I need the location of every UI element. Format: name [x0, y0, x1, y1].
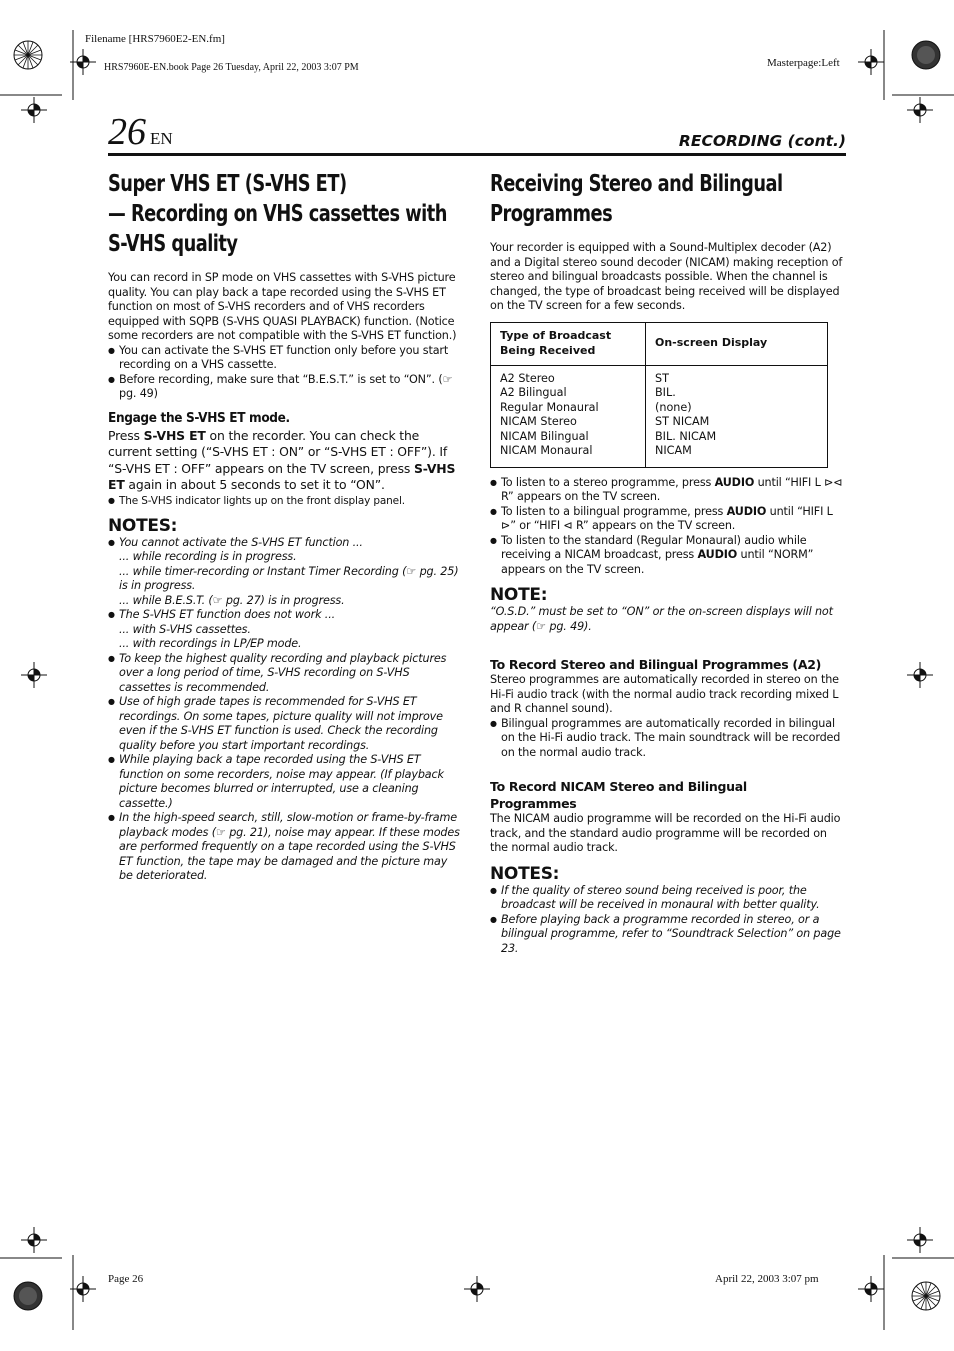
table-cell: (none)	[655, 400, 692, 414]
footer-page-label: Page 26	[108, 1273, 144, 1285]
table-cell: BIL.	[655, 386, 676, 399]
svhs-notes	[108, 536, 462, 884]
sub-item: ... while B.E.S.T. (☞ pg. 27) is in progress.	[119, 593, 345, 607]
right-column	[490, 165, 844, 956]
engage-instructions: Press S-VHS ET on the recorder. You can check the current setting (“S-VHS ET : ON” or “S-VHS ET : OFF”). If “S-VHS ET : OFF” appears on the TV screen, press S-VHS ET again in about 5 seconds to set it to “ON”.	[108, 427, 456, 492]
a2-heading: To Record Stereo and Bilingual Programmes (A2)	[490, 657, 822, 672]
audio-bullets	[490, 476, 844, 578]
svhs-intro: You can record in SP mode on VHS cassettes with S-VHS picture quality. You can play back a tape recorded using the S-VHS ET function on most of S-VHS recorders and of VHS recorders equipped with SQPB (S-VHS QUASI PLAYBACK) function. (Notice some recorders are not compatible with the S-VHS ET function.)	[108, 271, 457, 342]
list-item: ● If the quality of stereo sound being received is poor, the broadcast will be received in monaural with better quality.	[490, 884, 844, 913]
list-item: ● The S-VHS ET function does not work ... ... with S-VHS cassettes. ... with recordings in LP/EP mode.	[108, 608, 462, 652]
table-cell: NICAM Bilingual	[500, 429, 589, 443]
list-item: ● While playing back a tape recorded using the S-VHS ET function on some recorders, noise may appear. (If playback picture becomes blurred or interrupted, use a cleaning cassette.)	[108, 753, 462, 811]
table-header-type: Type of Broadcast Being Received	[491, 322, 646, 365]
broadcast-type-table	[490, 322, 828, 468]
stereo-intro: Your recorder is equipped with a Sound-Multiplex decoder (A2) and a Digital stereo sound decoder (NICAM) making reception of stereo and bilingual broadcasts possible. When the channel is changed, the type of broadcast being received will be displayed on the TV screen for a few seconds.	[490, 241, 843, 312]
table-cell: Regular Monaural	[500, 400, 599, 414]
nicam-heading: To Record NICAM Stereo and Bilingual Programmes	[490, 779, 747, 811]
a2-text: Stereo programmes are automatically recorded in stereo on the Hi-Fi audio track (with the normal audio track recording mixed L and R channel sound).	[490, 673, 839, 715]
footer-date-label: April 22, 2003 3:07 pm	[715, 1273, 819, 1285]
list-item: ● In the high-speed search, still, slow-motion or frame-by-frame playback modes (☞ pg. 21), noise may appear. If these modes are performed frequently on a tape recorded using the S-VHS ET function, the tape may be damaged and the picture may be deteriorated.	[108, 811, 462, 884]
list-item: ● The S-VHS indicator lights up on the front display panel.	[108, 494, 462, 508]
table-cell: A2 Bilingual	[500, 386, 567, 399]
list-item: ● Before recording, make sure that “B.E.S.T.” is set to “ON”. (☞ pg. 49)	[108, 373, 462, 402]
svhs-et-title: Super VHS ET (S-VHS ET) — Recording on VHS cassettes with S-VHS quality	[108, 171, 447, 257]
table-header-display: On-screen Display	[646, 322, 828, 365]
list-item: ● Bilingual programmes are automatically recorded in bilingual on the Hi-Fi audio track. The main soundtrack will be recorded on the normal audio track.	[490, 717, 844, 761]
stereo-bilingual-title: Receiving Stereo and Bilingual Programmes	[490, 171, 783, 227]
engage-note-list	[108, 494, 462, 508]
header-rule	[108, 153, 846, 156]
a2-bullets	[490, 717, 844, 761]
book-info-line: HRS7960E-EN.book Page 26 Tuesday, April 22, 2003 3:07 PM	[104, 62, 359, 73]
osd-note: “O.S.D.” must be set to “ON” or the on-screen displays will not appear (☞ pg. 49).	[490, 605, 833, 633]
list-item: ● To keep the highest quality recording and playback pictures over a long period of time, S-VHS recording on S-VHS cassettes is recommended.	[108, 652, 462, 696]
language-code: EN	[150, 129, 173, 148]
table-cell: BIL. NICAM	[655, 429, 717, 443]
running-title: RECORDING (cont.)	[678, 132, 846, 150]
left-column	[108, 165, 462, 884]
table-cell: NICAM Stereo	[500, 415, 577, 428]
page-number: 26 EN	[108, 111, 173, 153]
table-cell: ST	[655, 371, 669, 385]
table-cell: ST NICAM	[655, 415, 710, 428]
notes-heading-right: NOTES:	[490, 863, 560, 884]
stereo-notes	[490, 884, 844, 957]
sub-item: ... with recordings in LP/EP mode.	[119, 637, 302, 650]
sub-item: ... while timer-recording or Instant Timer Recording (☞ pg. 25) is in progress.	[119, 564, 459, 592]
notes-heading: NOTES:	[108, 515, 178, 536]
list-item: ● To listen to a stereo programme, press AUDIO until “HIFI L ⊳⊲ R” appears on the TV screen.	[490, 476, 844, 505]
nicam-text: The NICAM audio programme will be recorded on the Hi-Fi audio track, and the standard audio programme will be recorded on the normal audio track.	[490, 812, 841, 854]
filename-label: Filename [HRS7960E2-EN.fm]	[85, 33, 225, 45]
onscreen-display-cell	[646, 365, 828, 467]
table-header-row	[491, 322, 828, 365]
masterpage-label: Masterpage:Left	[767, 57, 840, 69]
engage-heading: Engage the S-VHS ET mode.	[108, 409, 290, 426]
table-cell: NICAM	[655, 444, 692, 457]
svhs-bullets	[108, 344, 462, 402]
broadcast-types-cell	[491, 365, 646, 467]
list-item: ● You can activate the S-VHS ET function only before you start recording on a VHS cassette.	[108, 344, 462, 373]
table-cell: NICAM Monaural	[500, 444, 593, 457]
list-item: ● To listen to the standard (Regular Monaural) audio while receiving a NICAM broadcast, press AUDIO until “NORM” appears on the TV screen.	[490, 534, 844, 578]
sub-item: ... while recording is in progress.	[119, 550, 297, 563]
list-item: ● Use of high grade tapes is recommended for S-VHS ET recordings. On some tapes, picture quality will not improve even if the S-VHS ET function is used. Check the recording quality before you start important recordings.	[108, 695, 462, 753]
sub-item: ... with S-VHS cassettes.	[119, 622, 251, 636]
list-item: ● Before playing back a programme recorded in stereo, or a bilingual programme, refer to “Soundtrack Selection” on page 23.	[490, 913, 844, 957]
note-heading: NOTE:	[490, 585, 548, 605]
list-item: ● To listen to a bilingual programme, press AUDIO until “HIFI L ⊳” or “HIFI ⊲ R” appears on the TV screen.	[490, 505, 844, 534]
table-row	[491, 365, 828, 467]
table-cell: A2 Stereo	[500, 371, 555, 385]
list-item: ● You cannot activate the S-VHS ET function ... ... while recording is in progress. ... while timer-recording or Instant Timer Recording (☞ pg. 25) is in progress. ... while B.E.S.T. (☞ pg. 27) is in progress.	[108, 536, 462, 609]
